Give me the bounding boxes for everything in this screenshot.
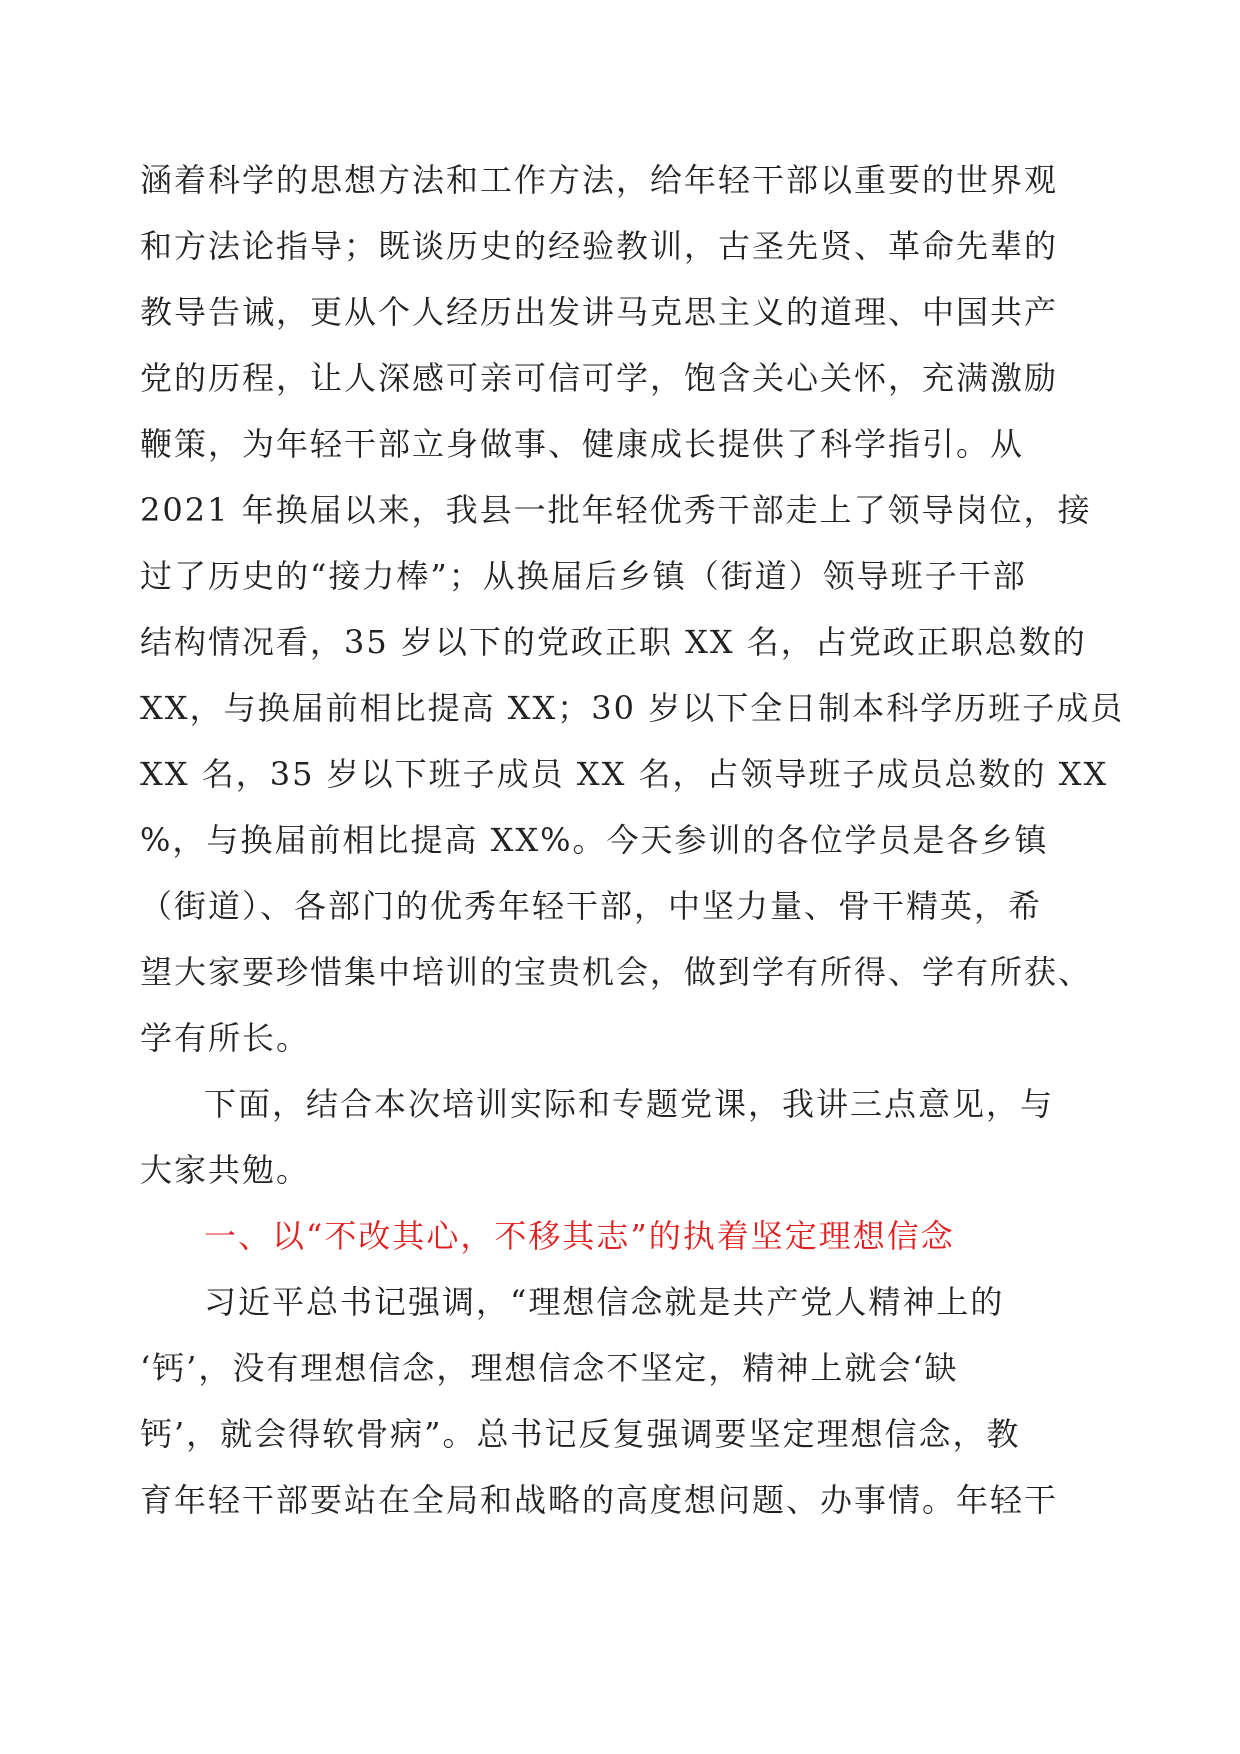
body-line-6: 2021 年换届以来，我县一批年轻优秀干部走上了领导岗位，接 (140, 491, 1092, 529)
body-line-8: 结构情况看，35 岁以下的党政正职 XX 名，占党政正职总数的 (140, 623, 1087, 661)
body-line-19: ‘钙’，没有理想信念，理想信念不坚定，精神上就会‘缺 (140, 1349, 959, 1387)
body-line-12: （街道）、各部门的优秀年轻干部，中坚力量、骨干精英，希 (140, 887, 1043, 925)
body-line-10: XX 名，35 岁以下班子成员 XX 名，占领导班子成员总数的 XX (140, 755, 1109, 793)
body-line-7: 过了历史的“接力棒”；从换届后乡镇（街道）领导班子干部 (140, 557, 1027, 595)
body-line-18: 习近平总书记强调，“理想信念就是共产党人精神上的 (204, 1283, 1005, 1321)
body-line-9: XX，与换届前相比提高 XX；30 岁以下全日制本科学历班子成员 (140, 689, 1125, 727)
body-line-1: 涵着科学的思想方法和工作方法，给年轻干部以重要的世界观 (140, 161, 1059, 199)
body-line-20: 钙’，就会得软骨病”。总书记反复强调要坚定理想信念，教 (140, 1415, 1021, 1453)
body-line-14: 学有所长。 (140, 1019, 311, 1057)
body-line-5: 鞭策，为年轻干部立身做事、健康成长提供了科学指引。从 (140, 425, 1025, 463)
body-line-15: 下面，结合本次培训实际和专题党课，我讲三点意见，与 (204, 1085, 1055, 1123)
body-line-21: 育年轻干部要站在全局和战略的高度想问题、办事情。年轻干 (140, 1481, 1059, 1519)
body-line-13: 望大家要珍惜集中培训的宝贵机会，做到学有所得、学有所获、 (140, 953, 1093, 991)
body-line-11: %，与换届前相比提高 XX%。今天参训的各位学员是各乡镇 (140, 821, 1049, 859)
body-line-3: 教导告诫，更从个人经历出发讲马克思主义的道理、中国共产 (140, 293, 1059, 331)
body-line-2: 和方法论指导；既谈历史的经验教训，古圣先贤、革命先辈的 (140, 227, 1059, 265)
body-line-16: 大家共勉。 (140, 1151, 311, 1189)
body-line-4: 党的历程，让人深感可亲可信可学，饱含关心关怀，充满激励 (140, 359, 1059, 397)
section-heading-1: 一、以“不改其心，不移其志”的执着坚定理想信念 (204, 1217, 955, 1255)
